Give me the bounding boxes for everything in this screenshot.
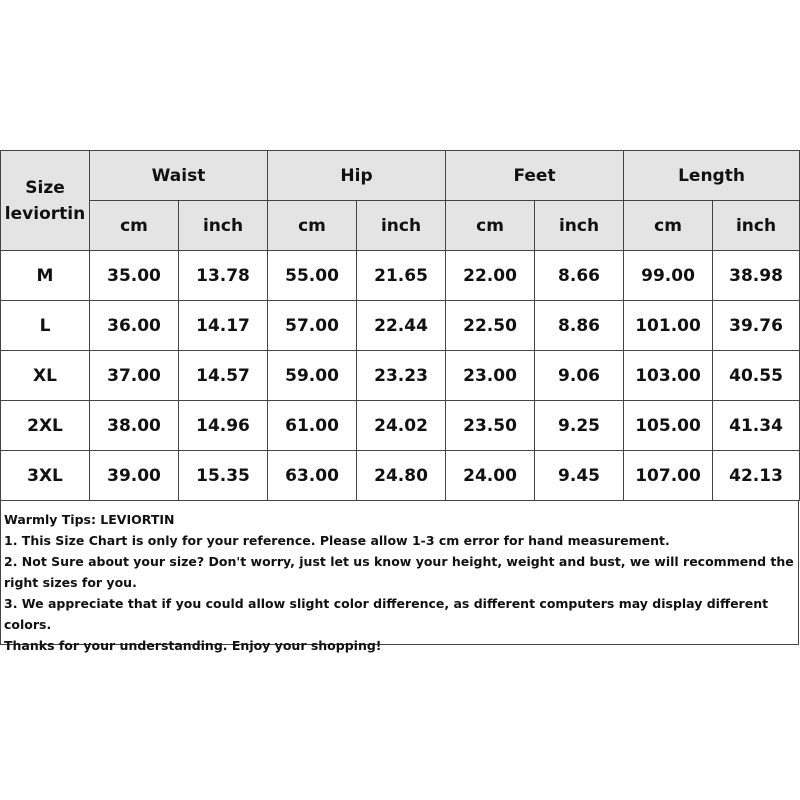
tips-box [0,501,799,653]
value-cell: 107.00 [624,451,713,501]
unit-header: cm [446,201,535,251]
value-cell: 14.57 [179,351,268,401]
tip-item: 2. Not Sure about your size? Don't worry, just let us know your height, weight and bust, we will recommend the right sizes for you. [4,554,794,590]
value-cell: 55.00 [268,251,357,301]
value-cell: 61.00 [268,401,357,451]
unit-header: inch [535,201,624,251]
value-cell: 39.76 [713,301,800,351]
value-cell: 24.00 [446,451,535,501]
tips-closing: Thanks for your understanding. Enjoy your shopping! [4,638,382,653]
value-cell: 8.66 [535,251,624,301]
unit-header: cm [624,201,713,251]
size-chart [0,150,799,653]
value-cell: 103.00 [624,351,713,401]
value-cell: 24.02 [357,401,446,451]
size-cell: 3XL [1,451,90,501]
value-cell: 8.86 [535,301,624,351]
table-row [1,401,800,451]
value-cell: 101.00 [624,301,713,351]
value-cell: 37.00 [90,351,179,401]
size-header-label: Size [25,177,65,198]
value-cell: 35.00 [90,251,179,301]
group-header-length: Length [624,151,800,201]
size-cell: 2XL [1,401,90,451]
tips-title: Warmly Tips: LEVIORTIN [4,512,175,527]
value-cell: 14.17 [179,301,268,351]
value-cell: 57.00 [268,301,357,351]
group-header-feet: Feet [446,151,624,201]
value-cell: 36.00 [90,301,179,351]
value-cell: 40.55 [713,351,800,401]
value-cell: 99.00 [624,251,713,301]
size-cell: L [1,301,90,351]
size-header-brand: leviortin [4,203,86,224]
table-row [1,301,800,351]
value-cell: 21.65 [357,251,446,301]
value-cell: 13.78 [179,251,268,301]
value-cell: 59.00 [268,351,357,401]
tip-item: 3. We appreciate that if you could allow slight color difference, as different computers may display different colors. [4,596,769,632]
value-cell: 23.23 [357,351,446,401]
group-header-row [1,151,800,201]
value-cell: 9.45 [535,451,624,501]
unit-header: inch [713,201,800,251]
value-cell: 41.34 [713,401,800,451]
size-cell: XL [1,351,90,401]
value-cell: 42.13 [713,451,800,501]
value-cell: 23.50 [446,401,535,451]
unit-header-row [1,201,800,251]
value-cell: 105.00 [624,401,713,451]
value-cell: 9.25 [535,401,624,451]
size-table [0,150,800,501]
value-cell: 24.80 [357,451,446,501]
size-cell: M [1,251,90,301]
value-cell: 14.96 [179,401,268,451]
value-cell: 9.06 [535,351,624,401]
value-cell: 38.98 [713,251,800,301]
value-cell: 63.00 [268,451,357,501]
value-cell: 22.50 [446,301,535,351]
table-row [1,251,800,301]
unit-header: cm [268,201,357,251]
value-cell: 22.44 [357,301,446,351]
value-cell: 23.00 [446,351,535,401]
group-header-hip: Hip [268,151,446,201]
unit-header: inch [357,201,446,251]
size-header-cell [1,151,90,251]
value-cell: 39.00 [90,451,179,501]
unit-header: cm [90,201,179,251]
group-header-waist: Waist [90,151,268,201]
value-cell: 15.35 [179,451,268,501]
tip-item: 1. This Size Chart is only for your reference. Please allow 1-3 cm error for hand measurement. [4,533,670,548]
value-cell: 22.00 [446,251,535,301]
unit-header: inch [179,201,268,251]
table-row [1,451,800,501]
value-cell: 38.00 [90,401,179,451]
table-row [1,351,800,401]
